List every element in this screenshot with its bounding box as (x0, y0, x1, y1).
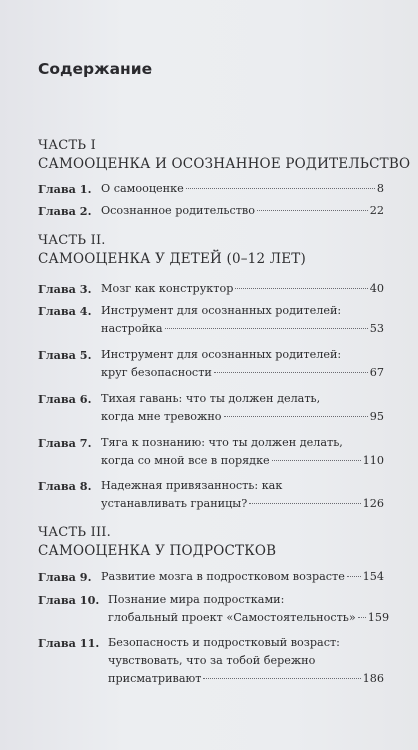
page-number: 40 (369, 282, 384, 295)
part-3-header (38, 524, 276, 560)
part-label: ЧАСТЬ III. (38, 525, 111, 540)
dot-leader (249, 503, 360, 504)
toc-entry-chapter-7[interactable] (38, 434, 384, 470)
chapter-title-line: Тихая гавань: что ты должен делать, (101, 392, 321, 405)
chapter-number: Глава 1. (38, 182, 92, 196)
chapter-title-line: когда со мной все в порядке (101, 454, 270, 467)
page-number: 67 (369, 366, 384, 379)
chapter-title: Осознанное родительство (101, 204, 255, 217)
toc-entry-chapter-5[interactable] (38, 346, 384, 382)
chapter-title: О самооценке (101, 182, 184, 195)
toc-entry-chapter-2[interactable] (38, 202, 384, 220)
page-number: 126 (362, 497, 384, 510)
chapter-title-line: Тяга к познанию: что ты должен делать, (101, 436, 343, 449)
chapter-title-line: чувствовать, что за тобой бережно (108, 654, 316, 667)
part-label: ЧАСТЬ I (38, 138, 96, 153)
chapter-number: Глава 2. (38, 204, 92, 218)
toc-entry-chapter-11[interactable] (38, 634, 384, 688)
chapter-title: Мозг как конструктор (101, 282, 234, 295)
chapter-title-line: Инструмент для осознанных родителей: (101, 348, 342, 361)
chapter-number: Глава 9. (38, 570, 92, 584)
chapter-title-line: круг безопасности (101, 366, 212, 379)
chapter-title: Развитие мозга в подростковом возрасте (101, 570, 345, 583)
toc-entry-chapter-6[interactable] (38, 390, 384, 426)
dot-leader (214, 372, 368, 373)
chapter-number: Глава 10. (38, 593, 100, 607)
page-number: 110 (362, 454, 384, 467)
chapter-title-line: присматривают (108, 672, 202, 685)
dot-leader (186, 188, 375, 189)
chapter-title-line: устанавливать границы? (101, 497, 248, 510)
page-number: 186 (362, 672, 384, 685)
page-number: 53 (369, 322, 384, 335)
part-label: ЧАСТЬ II. (38, 233, 106, 248)
part-title: САМООЦЕНКА У ДЕТЕЙ (0–12 ЛЕТ) (38, 251, 306, 267)
page-number: 154 (362, 570, 384, 583)
part-1-header (38, 137, 410, 173)
page-number: 8 (376, 182, 384, 195)
part-2-header (38, 232, 306, 268)
part-title: САМООЦЕНКА У ПОДРОСТКОВ (38, 543, 277, 559)
toc-entry-chapter-1[interactable] (38, 180, 384, 198)
dot-leader (347, 576, 361, 577)
dot-leader (358, 617, 366, 618)
chapter-number: Глава 6. (38, 392, 92, 406)
chapter-title-line: Инструмент для осознанных родителей: (101, 304, 342, 317)
toc-entry-chapter-3[interactable] (38, 280, 384, 298)
chapter-title-line: Познание мира подростками: (108, 593, 285, 606)
chapter-title-line: Безопасность и подростковый возраст: (108, 636, 340, 649)
page-number: 22 (369, 204, 384, 217)
page-number: 95 (369, 410, 384, 423)
page-number: 159 (367, 611, 390, 624)
dot-leader (224, 416, 368, 417)
toc-entry-chapter-4[interactable] (38, 302, 384, 338)
chapter-number: Глава 5. (38, 348, 92, 362)
dot-leader (235, 288, 367, 289)
dot-leader (165, 328, 368, 329)
toc-entry-chapter-9[interactable] (38, 568, 384, 586)
dot-leader (257, 210, 368, 211)
chapter-number: Глава 8. (38, 479, 92, 493)
dot-leader (203, 678, 360, 679)
page-title: Содержание (38, 60, 153, 78)
dot-leader (272, 460, 361, 461)
chapter-title-line: когда мне тревожно (101, 410, 222, 423)
chapter-number: Глава 11. (38, 636, 100, 650)
part-title: САМООЦЕНКА И ОСОЗНАННОЕ РОДИТЕЛЬСТВО (38, 156, 411, 172)
chapter-title-line: Надежная привязанность: как (101, 479, 283, 492)
chapter-number: Глава 3. (38, 282, 92, 296)
chapter-title-line: глобальный проект «Самостоятельность» (108, 611, 356, 624)
chapter-title-line: настройка (101, 322, 163, 335)
toc-entry-chapter-8[interactable] (38, 477, 384, 513)
chapter-number: Глава 7. (38, 436, 92, 450)
chapter-number: Глава 4. (38, 304, 92, 318)
toc-entry-chapter-10[interactable] (38, 591, 390, 627)
